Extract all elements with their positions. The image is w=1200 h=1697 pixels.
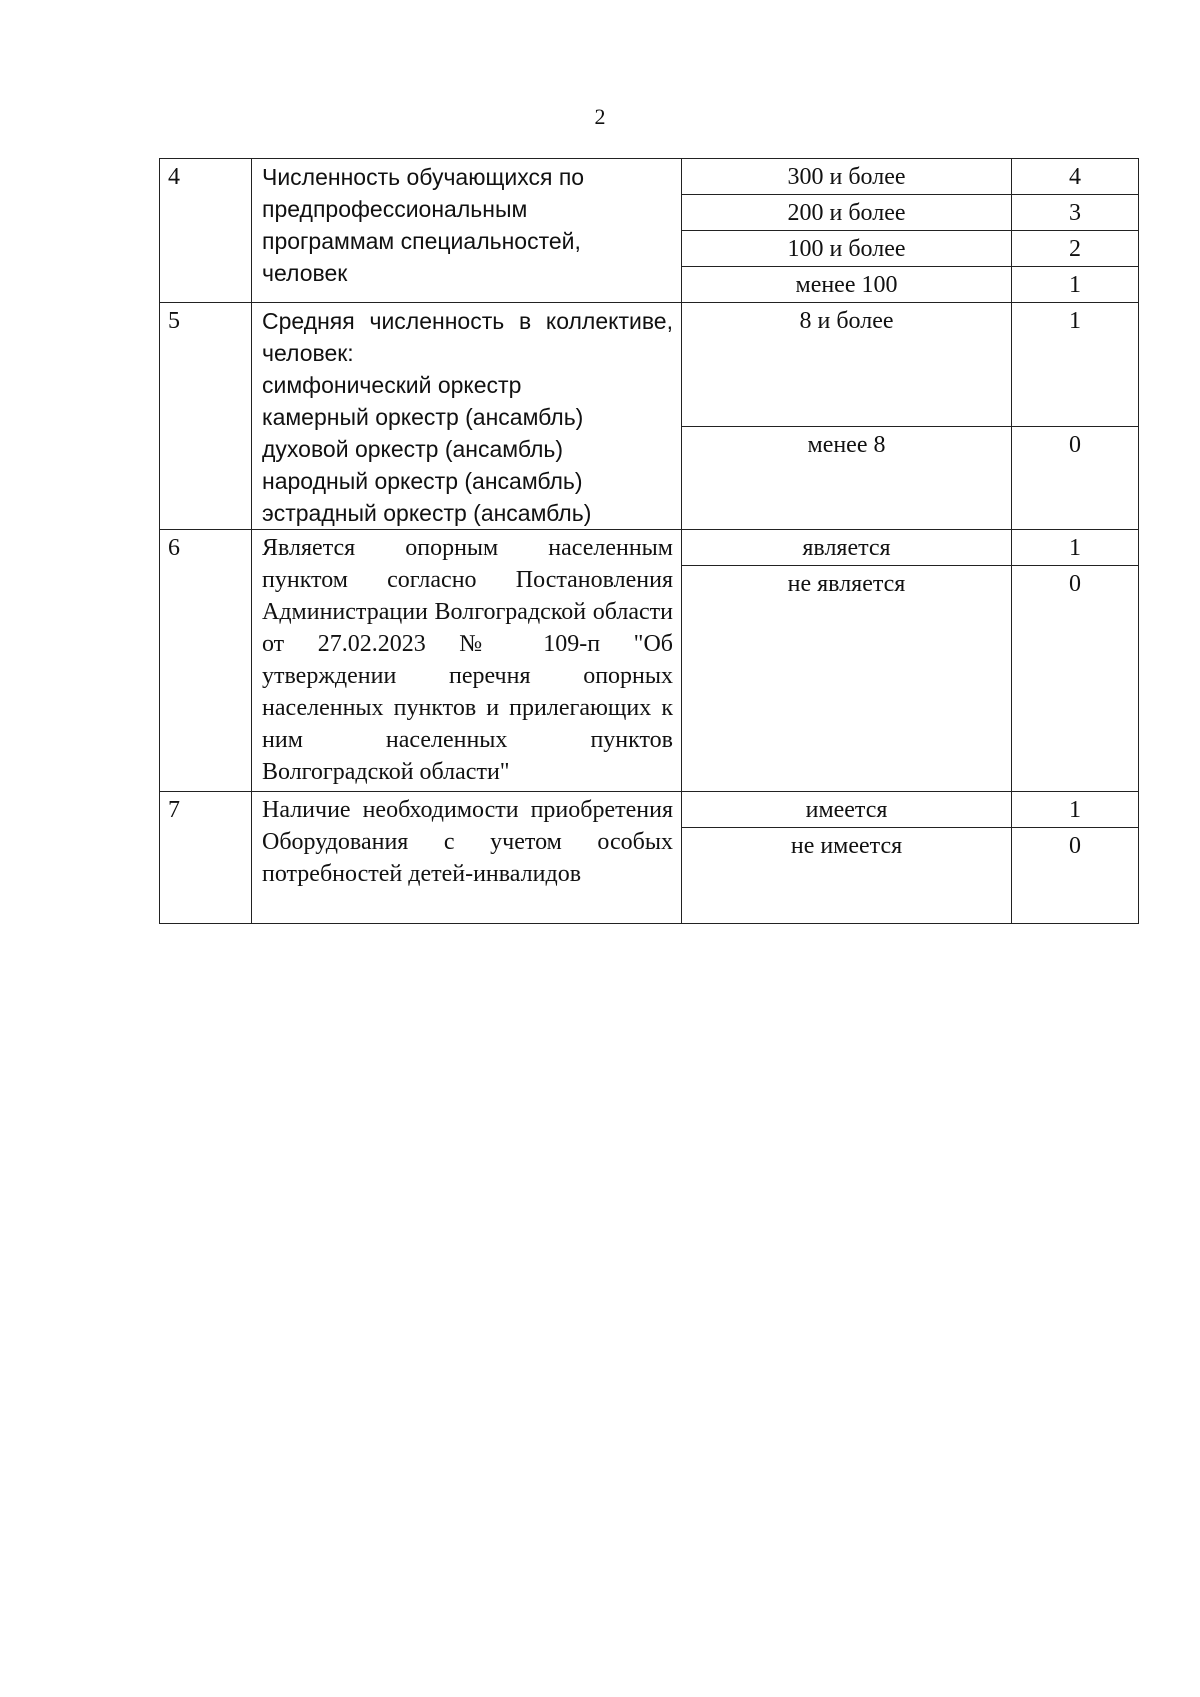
description-line: предпрофессиональным [262, 196, 528, 222]
description-line: народный оркестр (ансамбль) [262, 468, 583, 494]
description-line: эстрадный оркестр (ансамбль) [262, 500, 592, 526]
option-label: является [682, 530, 1012, 566]
option-points: 3 [1012, 195, 1139, 231]
option-points: 1 [1012, 303, 1139, 427]
option-label: 8 и более [682, 303, 1012, 427]
option-label: менее 8 [682, 427, 1012, 530]
table-row [160, 530, 1139, 566]
criterion-description [252, 159, 682, 303]
option-label: не имеется [682, 828, 1012, 924]
page-number: 2 [594, 104, 606, 129]
option-points: 1 [1012, 530, 1139, 566]
criterion-description: Является опорным населенным пунктом согласно Постановления Администрации Волгоградской области от 27.02.2023 № 109-п "Об утверждении перечня опорных населенных пунктов и прилегающих к ним населенных пунктов Волгоградской области" [252, 530, 682, 792]
option-label: 100 и более [682, 231, 1012, 267]
table-row [160, 792, 1139, 828]
table-row [160, 159, 1139, 195]
option-points: 1 [1012, 267, 1139, 303]
description-line: Средняя численность в коллективе, человек: [262, 308, 673, 366]
table-row [160, 303, 1139, 427]
option-points: 1 [1012, 792, 1139, 828]
option-label: имеется [682, 792, 1012, 828]
description-line: симфонический оркестр [262, 372, 522, 398]
description-line: духовой оркестр (ансамбль) [262, 436, 564, 462]
option-points: 2 [1012, 231, 1139, 267]
option-points: 0 [1012, 427, 1139, 530]
option-label: 300 и более [682, 159, 1012, 195]
row-number: 7 [160, 792, 252, 924]
criterion-description: Наличие необходимости приобретения Оборудования с учетом особых потребностей детей-инвалидов [252, 792, 682, 924]
option-label: менее 100 [682, 267, 1012, 303]
description-line: камерный оркестр (ансамбль) [262, 404, 584, 430]
description-line: человек [262, 260, 348, 286]
row-number: 6 [160, 530, 252, 792]
option-points: 0 [1012, 828, 1139, 924]
description-line: Численность обучающихся по [262, 164, 585, 190]
option-label: 200 и более [682, 195, 1012, 231]
option-points: 4 [1012, 159, 1139, 195]
criteria-table [159, 158, 1139, 924]
option-label: не является [682, 566, 1012, 792]
option-points: 0 [1012, 566, 1139, 792]
description-line: программам специальностей, [262, 228, 581, 254]
row-number: 4 [160, 159, 252, 303]
criterion-description [252, 303, 682, 530]
row-number: 5 [160, 303, 252, 530]
